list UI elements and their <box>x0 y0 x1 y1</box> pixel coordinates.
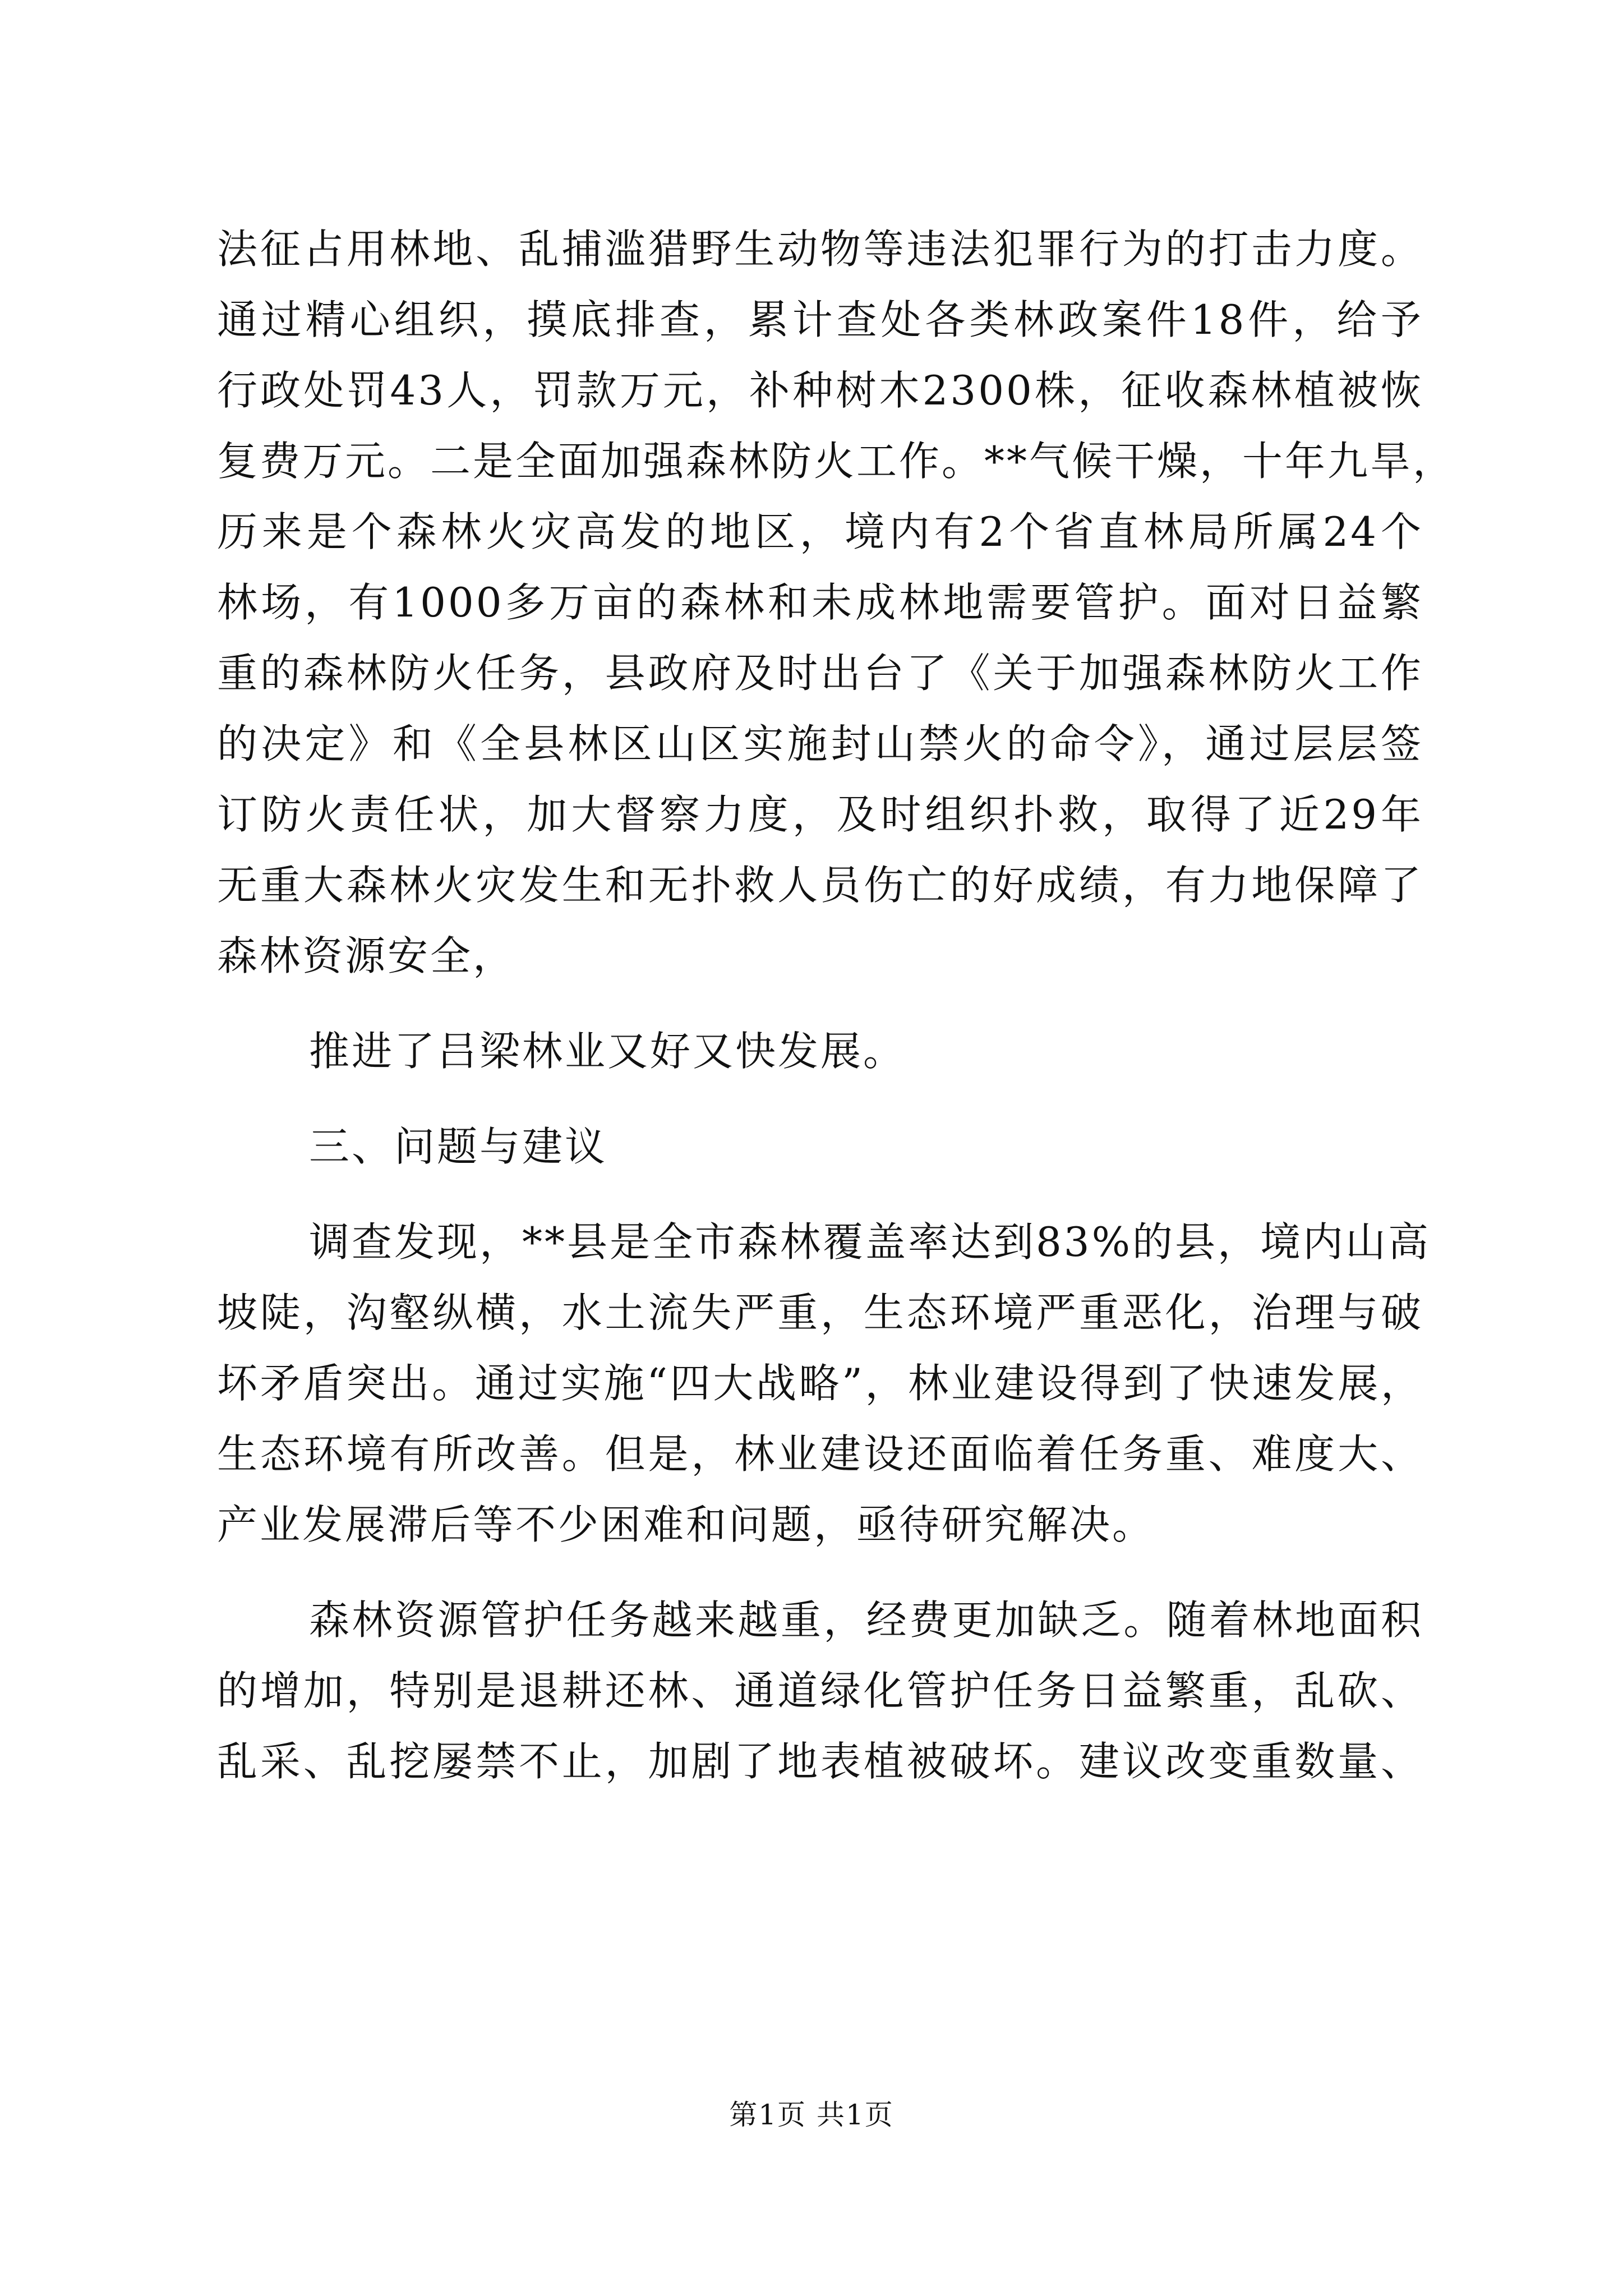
text-line: 生态环境有所改善。但是，林业建设还面临着任务重、难度大、 <box>217 1430 1423 1478</box>
document-body <box>217 214 1456 1797</box>
text-line: 的增加，特别是退耕还林、通道绿化管护任务日益繁重，乱砍、 <box>217 1667 1423 1714</box>
text-line: 产业发展滞后等不少困难和问题，亟待研究解决。 <box>217 1501 1155 1548</box>
text-line: 森林资源安全， <box>217 932 516 979</box>
text-line: 行政处罚43人，罚款万元，补种树木2300株，征收森林植被恢 <box>217 367 1423 414</box>
text-line: 订防火责任状，加大督察力度，及时组织扑救，取得了近29年 <box>217 791 1423 838</box>
text-line: 坡陡，沟壑纵横，水土流失严重，生态环境严重恶化，治理与破 <box>217 1289 1423 1336</box>
section-heading: 三、问题与建议 <box>309 1123 608 1170</box>
text-line: 重的森林防火任务，县政府及时出台了《关于加强森林防火工作 <box>217 650 1423 697</box>
text-line: 的决定》和《全县林区山区实施封山禁火的命令》，通过层层签 <box>217 720 1423 767</box>
paragraph-first-line: 森林资源管护任务越来越重，经费更加缺乏。随着林地面积 <box>309 1596 1423 1644</box>
page-footer: 第1页 共1页 <box>729 2099 894 2131</box>
text-line: 法征占用林地、乱捕滥猎野生动物等违法犯罪行为的打击力度。 <box>217 226 1423 273</box>
paragraph-first-line: 调查发现，**县是全市森林覆盖率达到83%的县，境内山高 <box>309 1218 1431 1266</box>
text-line: 坏矛盾突出。通过实施“四大战略”，林业建设得到了快速发展， <box>217 1360 1423 1407</box>
paragraph-first-line: 推进了吕梁林业又好又快发展。 <box>309 1028 906 1075</box>
text-line: 通过精心组织，摸底排查，累计查处各类林政案件18件，给予 <box>217 296 1423 343</box>
text-line: 复费万元。二是全面加强森林防火工作。**气候干燥，十年九旱， <box>217 438 1456 485</box>
text-line: 乱采、乱挖屡禁不止，加剧了地表植被破坏。建议改变重数量、 <box>217 1738 1423 1785</box>
text-line: 林场，有1000多万亩的森林和未成林地需要管护。面对日益繁 <box>217 579 1423 626</box>
text-line: 历来是个森林火灾高发的地区，境内有2个省直林局所属24个 <box>217 508 1423 555</box>
text-line: 无重大森林火灾发生和无扑救人员伤亡的好成绩，有力地保障了 <box>217 862 1423 909</box>
